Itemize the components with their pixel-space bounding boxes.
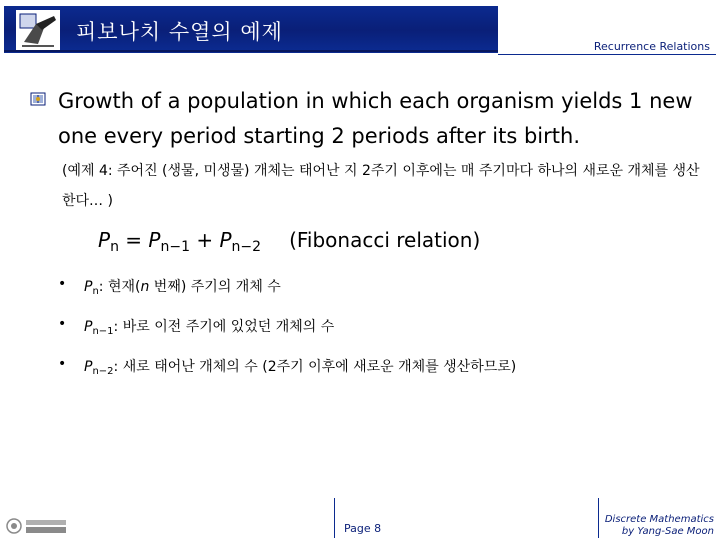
- formula-eq: =: [118, 228, 149, 252]
- course-name: Discrete Mathematics: [604, 514, 714, 525]
- book-bullet-icon: [30, 91, 46, 107]
- formula-plus: +: [190, 228, 220, 252]
- item-var: P: [84, 359, 93, 375]
- title-bar: [4, 6, 498, 53]
- list-item-text: [84, 316, 334, 336]
- formula-t1-sub: n−1: [160, 239, 190, 255]
- header-divider-right: [498, 54, 716, 55]
- list-item-text: [84, 356, 516, 376]
- university-logo: [6, 516, 70, 536]
- formula-lhs-sub: n: [110, 239, 119, 255]
- item-text-a: : 새로 태어난 개체의 수 (2주기 이후에 새로운 개체를 생산하므로): [113, 359, 517, 375]
- item-sub: n−2: [92, 366, 114, 377]
- page-title: 피보나치 수열의 예제: [76, 20, 283, 44]
- formula-relation-label: (Fibonacci relation): [289, 228, 481, 252]
- bullet-dot: •: [58, 316, 67, 332]
- item-sub: n−1: [92, 326, 114, 337]
- bullet-dot: •: [58, 276, 67, 292]
- item-var: P: [84, 319, 93, 335]
- formula-t2-var: P: [219, 228, 232, 252]
- formula-t1-var: P: [148, 228, 161, 252]
- item-var: P: [84, 279, 93, 295]
- item-text-a: : 바로 이전 주기에 있었던 개체의 수: [113, 319, 335, 335]
- item-sub: n: [92, 286, 99, 297]
- example-note: (예제 4: 주어진 (생물, 미생물) 개체는 태어난 지 2주기 이후에는 매 주기마다 하나의 새로운 개체를 생산한다… ): [62, 163, 700, 209]
- formula-t2-sub: n−2: [231, 239, 262, 255]
- footer-divider-left: [334, 498, 335, 538]
- item-em: n: [140, 279, 150, 295]
- footer-credits: [605, 514, 714, 538]
- item-text-b: 번째) 주기의 개체 수: [149, 279, 281, 295]
- item-text-a: : 현재(: [98, 279, 141, 295]
- footer-divider-right: [598, 498, 599, 538]
- author-name: by Yang-Sae Moon: [621, 526, 714, 537]
- writing-hand-icon: [14, 8, 62, 52]
- main-bullet-text: Growth of a population in which each organism yields 1 new one every period starting 2 periods after its birth.: [58, 89, 693, 148]
- formula-lhs-var: P: [98, 228, 111, 252]
- page-number: Page 8: [344, 522, 382, 535]
- bullet-dot: •: [58, 356, 67, 372]
- list-item-text: [84, 276, 281, 296]
- fibonacci-formula: [98, 228, 481, 255]
- header-divider: [4, 52, 498, 53]
- section-title: Recurrence Relations: [593, 40, 710, 53]
